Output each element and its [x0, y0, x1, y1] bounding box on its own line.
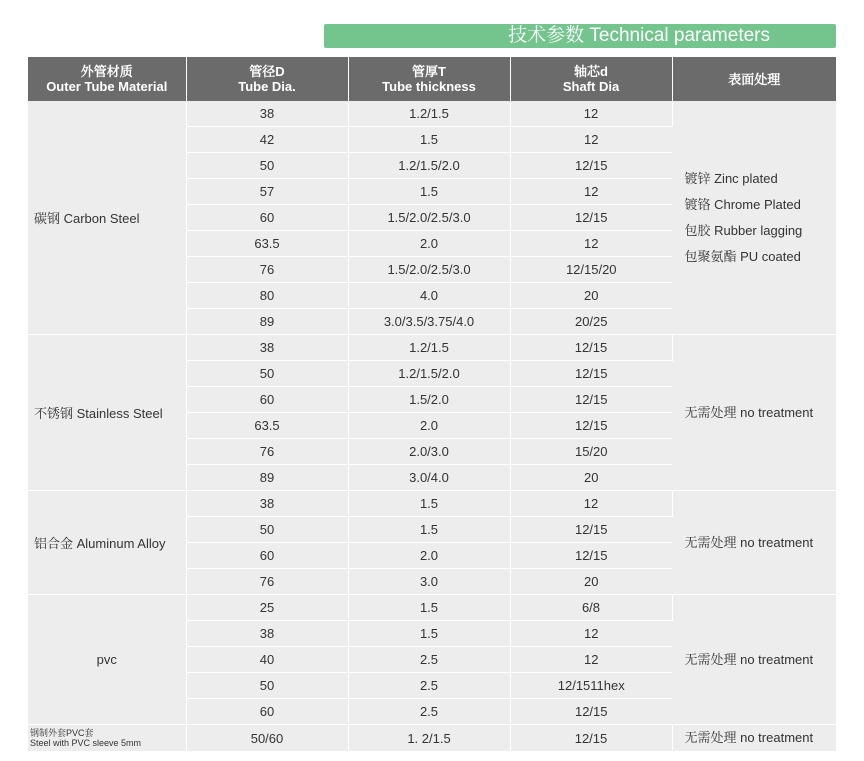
shaft-dia-cell: 6/8	[510, 595, 672, 621]
shaft-dia-cell: 12/1511hex	[510, 673, 672, 699]
treatment-line: 包聚氨酯 PU coated	[684, 248, 801, 264]
tube-dia-cell: 42	[186, 127, 348, 153]
technical-parameters-table	[28, 57, 836, 752]
tube-dia-cell: 60	[186, 387, 348, 413]
tube-thickness-cell: 2.5	[348, 699, 510, 725]
tube-dia-cell: 63.5	[186, 413, 348, 439]
table-body	[28, 101, 836, 752]
tube-dia-cell: 50	[186, 153, 348, 179]
shaft-dia-cell: 12	[510, 647, 672, 673]
surface-treatment-cell: 无需处理 no treatment	[672, 491, 836, 595]
header-material	[28, 57, 186, 101]
shaft-dia-cell: 12/15	[510, 387, 672, 413]
tube-thickness-cell: 1.5/2.0/2.5/3.0	[348, 257, 510, 283]
material-cell: 碳钢 Carbon Steel	[28, 101, 186, 335]
header-tube-thickness-cn: 管厚T	[412, 64, 446, 79]
shaft-dia-cell: 12	[510, 101, 672, 127]
tube-thickness-cell: 3.0	[348, 569, 510, 595]
tube-thickness-cell: 1.5	[348, 595, 510, 621]
surface-treatment-cell: 无需处理 no treatment	[672, 725, 836, 752]
shaft-dia-cell: 12/15	[510, 517, 672, 543]
treatment-line: 镀铬 Chrome Plated	[684, 196, 801, 212]
tube-thickness-cell: 2.0	[348, 413, 510, 439]
tube-dia-cell: 50	[186, 361, 348, 387]
shaft-dia-cell: 12/15	[510, 725, 672, 752]
table-row	[28, 725, 836, 752]
tube-thickness-cell: 2.0	[348, 231, 510, 257]
table-row	[28, 595, 836, 621]
treatment-line: 镀锌 Zinc plated	[684, 170, 778, 186]
tube-thickness-cell: 1.5/2.0/2.5/3.0	[348, 205, 510, 231]
shaft-dia-cell: 12	[510, 621, 672, 647]
tube-thickness-cell: 1.2/1.5/2.0	[348, 361, 510, 387]
tube-thickness-cell: 1.5	[348, 517, 510, 543]
shaft-dia-cell: 20	[510, 283, 672, 309]
tube-dia-cell: 38	[186, 491, 348, 517]
tube-thickness-cell: 3.0/4.0	[348, 465, 510, 491]
header-row	[28, 57, 836, 101]
shaft-dia-cell: 20/25	[510, 309, 672, 335]
tube-thickness-cell: 1.5	[348, 621, 510, 647]
shaft-dia-cell: 12	[510, 231, 672, 257]
header-material-cn: 外管材质	[80, 64, 133, 79]
header-tube-dia-cn: 管径D	[249, 64, 285, 79]
header-tube-thickness-en: Tube thickness	[382, 79, 476, 94]
tube-thickness-cell: 4.0	[348, 283, 510, 309]
shaft-dia-cell: 12/15	[510, 335, 672, 361]
tube-thickness-cell: 2.5	[348, 673, 510, 699]
tube-thickness-cell: 1. 2/1.5	[348, 725, 510, 752]
header-material-en: Outer Tube Material	[46, 79, 168, 94]
header-tube-dia	[186, 57, 348, 101]
tube-thickness-cell: 2.5	[348, 647, 510, 673]
tube-thickness-cell: 3.0/3.5/3.75/4.0	[348, 309, 510, 335]
tube-dia-cell: 89	[186, 309, 348, 335]
shaft-dia-cell: 20	[510, 569, 672, 595]
shaft-dia-cell: 12/15	[510, 205, 672, 231]
tube-thickness-cell: 1.2/1.5	[348, 101, 510, 127]
shaft-dia-cell: 12/15	[510, 543, 672, 569]
table-row	[28, 101, 836, 127]
header-tube-dia-en: Tube Dia.	[238, 79, 296, 94]
tube-thickness-cell: 1.5	[348, 127, 510, 153]
table-row	[28, 335, 836, 361]
section-banner: 技术参数 Technical parameters	[324, 24, 836, 48]
tube-dia-cell: 89	[186, 465, 348, 491]
surface-treatment-cell	[672, 101, 836, 335]
material-cell: 不锈钢 Stainless Steel	[28, 335, 186, 491]
tube-dia-cell: 76	[186, 257, 348, 283]
tube-thickness-cell: 1.5	[348, 491, 510, 517]
tube-dia-cell: 40	[186, 647, 348, 673]
tube-dia-cell: 60	[186, 205, 348, 231]
table-row	[28, 491, 836, 517]
shaft-dia-cell: 12/15	[510, 361, 672, 387]
tube-thickness-cell: 1.2/1.5/2.0	[348, 153, 510, 179]
shaft-dia-cell: 12/15	[510, 699, 672, 725]
tube-thickness-cell: 1.5/2.0	[348, 387, 510, 413]
tube-thickness-cell: 1.2/1.5	[348, 335, 510, 361]
material-line: Steel with PVC sleeve 5mm	[30, 738, 142, 748]
tube-dia-cell: 38	[186, 621, 348, 647]
tube-dia-cell: 76	[186, 569, 348, 595]
header-surface-treatment-cn: 表面处理	[728, 71, 781, 87]
tube-dia-cell: 76	[186, 439, 348, 465]
header-surface-treatment	[672, 57, 836, 101]
tube-dia-cell: 25	[186, 595, 348, 621]
tube-dia-cell: 50	[186, 517, 348, 543]
header-shaft-dia-cn: 轴芯d	[574, 64, 608, 79]
shaft-dia-cell: 12	[510, 127, 672, 153]
shaft-dia-cell: 20	[510, 465, 672, 491]
surface-treatment-cell: 无需处理 no treatment	[672, 335, 836, 491]
material-cell	[28, 725, 186, 752]
tube-dia-cell: 50/60	[186, 725, 348, 752]
tube-thickness-cell: 2.0	[348, 543, 510, 569]
shaft-dia-cell: 12/15	[510, 413, 672, 439]
shaft-dia-cell: 15/20	[510, 439, 672, 465]
shaft-dia-cell: 12	[510, 491, 672, 517]
material-cell: pvc	[28, 595, 186, 725]
tube-thickness-cell: 2.0/3.0	[348, 439, 510, 465]
shaft-dia-cell: 12	[510, 179, 672, 205]
surface-treatment-cell: 无需处理 no treatment	[672, 595, 836, 725]
tube-dia-cell: 50	[186, 673, 348, 699]
tube-dia-cell: 80	[186, 283, 348, 309]
treatment-line: 包胶 Rubber lagging	[684, 222, 803, 238]
tube-thickness-cell: 1.5	[348, 179, 510, 205]
shaft-dia-cell: 12/15	[510, 153, 672, 179]
tube-dia-cell: 60	[186, 699, 348, 725]
tube-dia-cell: 38	[186, 335, 348, 361]
material-line: 钢制外套PVC套	[30, 728, 94, 738]
header-shaft-dia	[510, 57, 672, 101]
tube-dia-cell: 38	[186, 101, 348, 127]
material-cell: 铝合金 Aluminum Alloy	[28, 491, 186, 595]
header-tube-thickness	[348, 57, 510, 101]
tube-dia-cell: 63.5	[186, 231, 348, 257]
tube-dia-cell: 60	[186, 543, 348, 569]
shaft-dia-cell: 12/15/20	[510, 257, 672, 283]
tube-dia-cell: 57	[186, 179, 348, 205]
header-shaft-dia-en: Shaft Dia	[562, 79, 620, 94]
